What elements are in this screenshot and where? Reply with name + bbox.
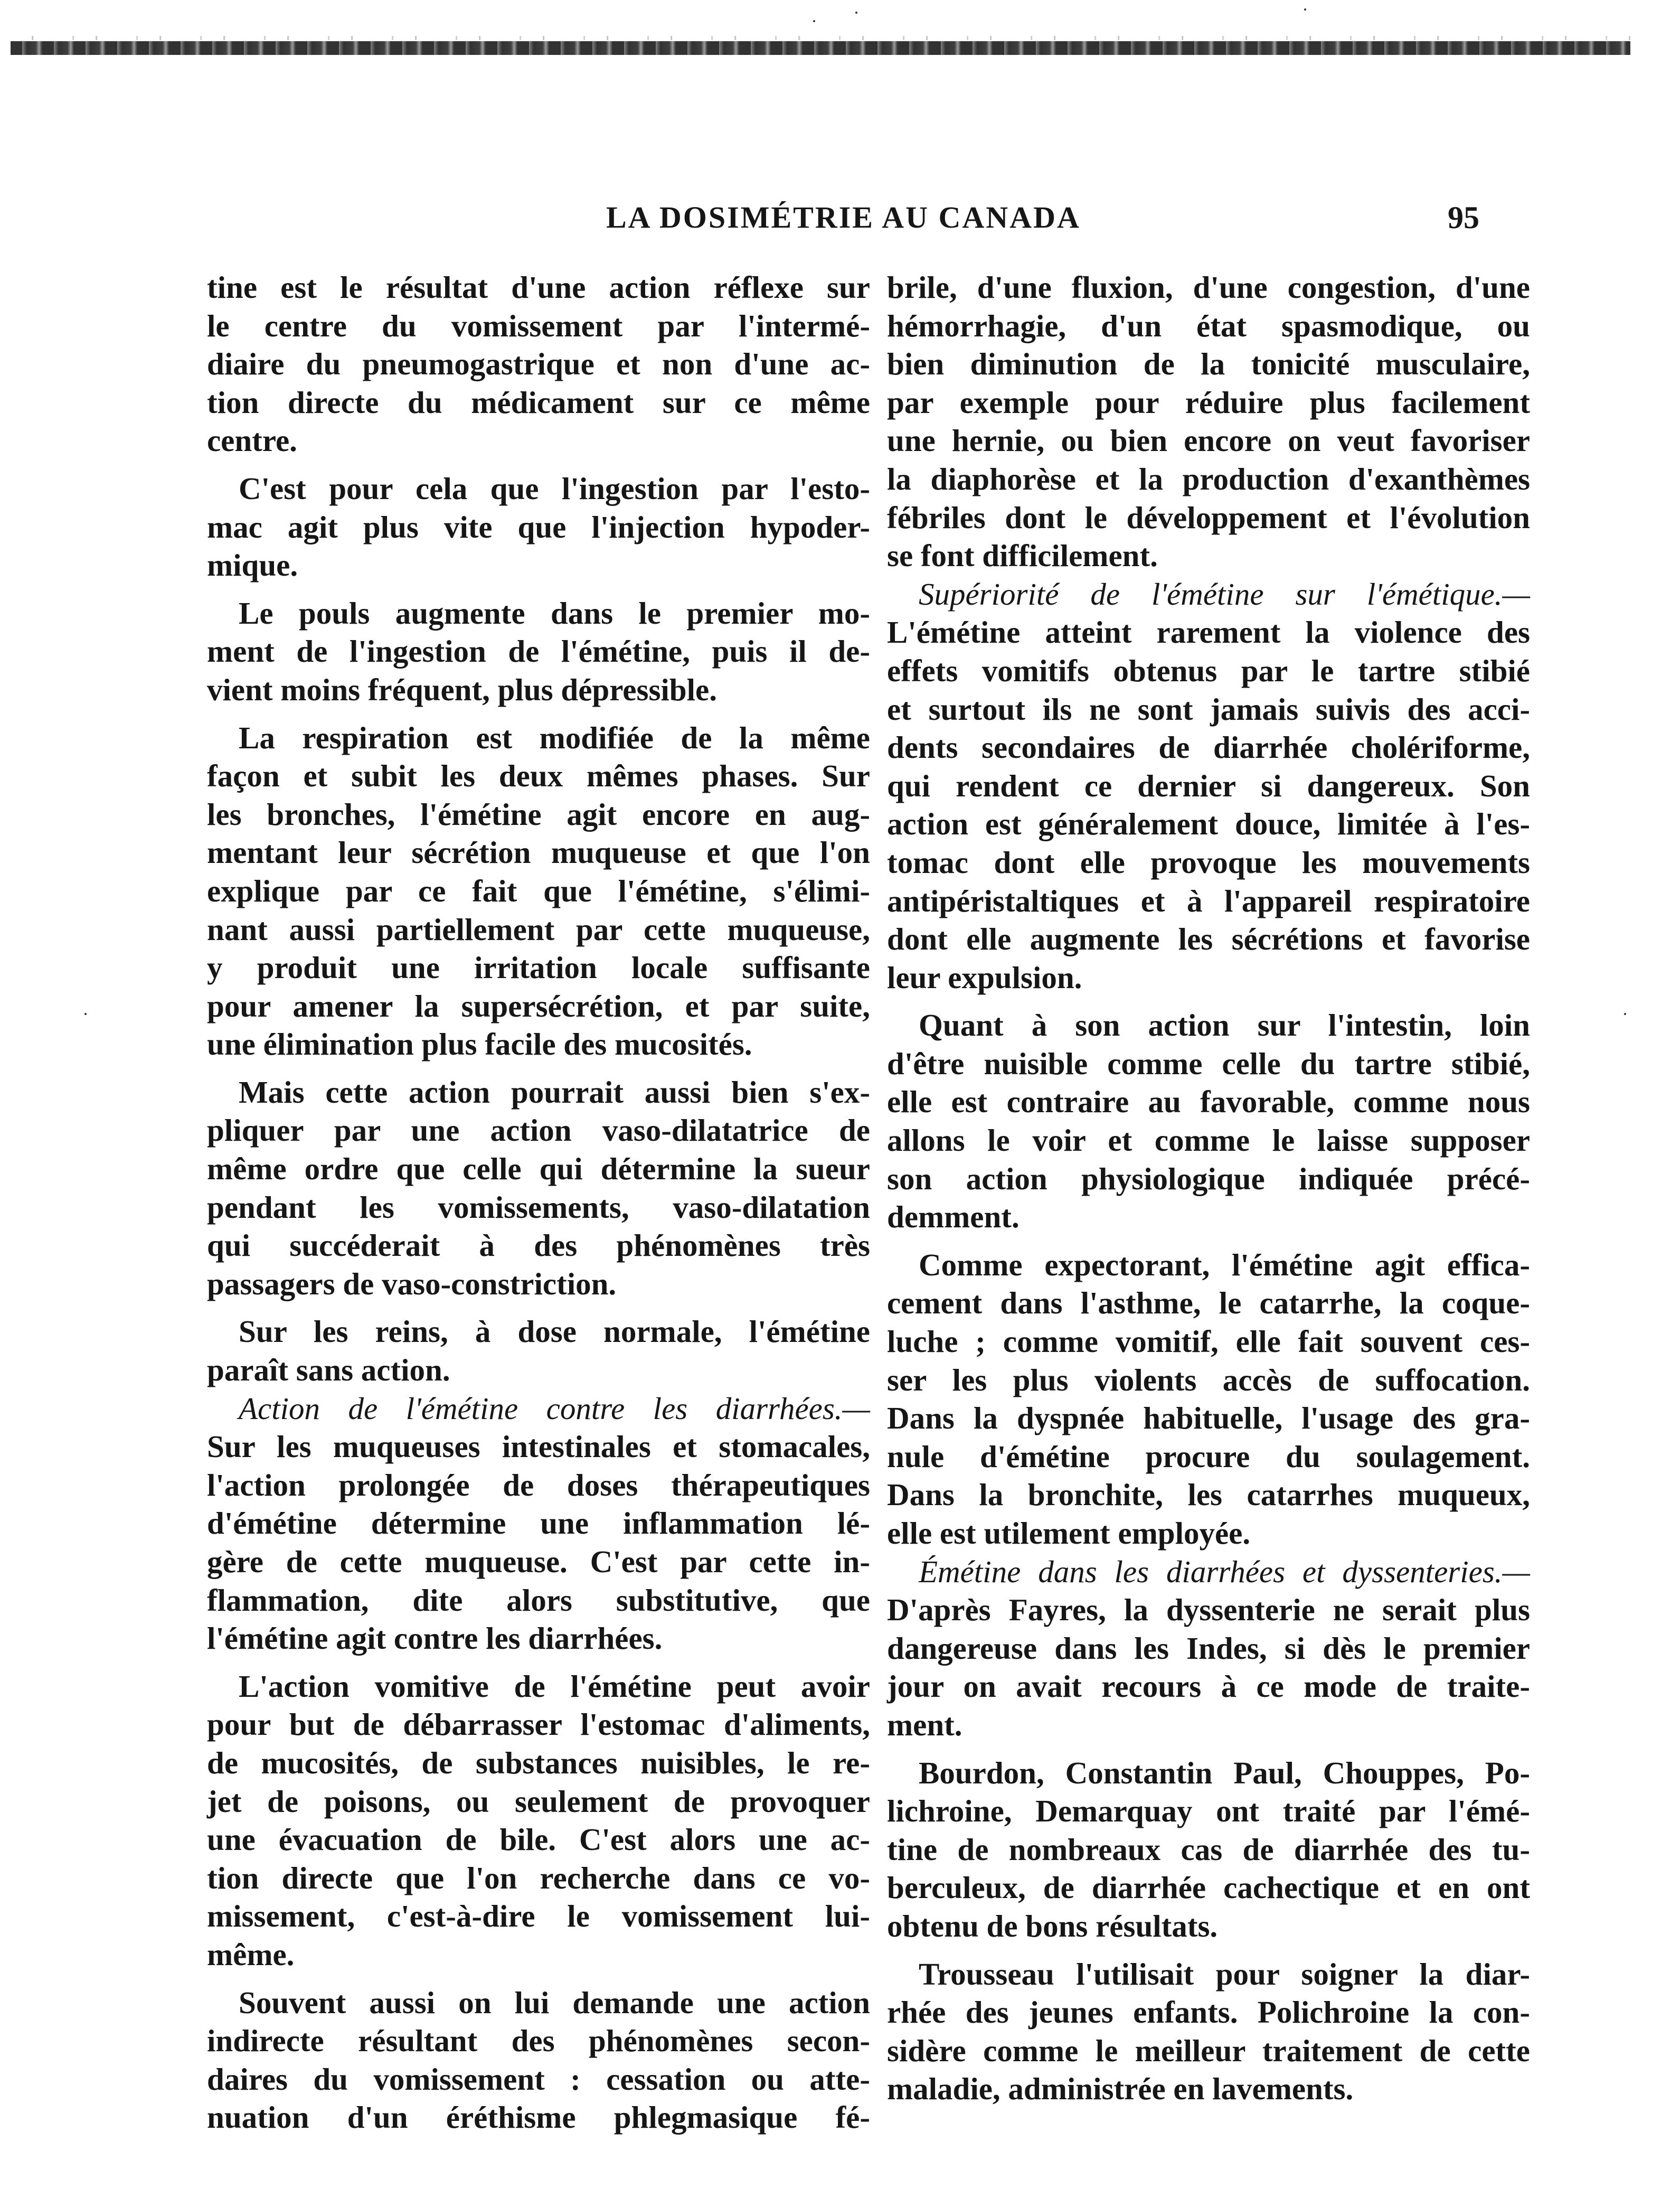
text-line: paraît sans action. — [207, 1352, 450, 1388]
text-line: lichroine, Demarquay ont traité par l'émé- — [887, 1793, 1530, 1829]
text-line: nant aussi partiellement par cette muqueuse, — [207, 912, 870, 947]
text-line: vient moins fréquent, plus dépressible. — [207, 672, 717, 707]
text-line: par exemple pour réduire plus facilement — [887, 384, 1530, 420]
text-line: obtenu de bons résultats. — [887, 1908, 1218, 1943]
text-line: Quant à son action sur l'intestin, loin — [919, 1008, 1530, 1043]
text-line: tine de nombreaux cas de diarrhée des tu- — [887, 1831, 1530, 1867]
text-line: Bourdon, Constantin Paul, Chouppes, Po- — [919, 1755, 1530, 1790]
text-line: l'action prolongée de doses thérapeutiques — [207, 1467, 870, 1502]
text-line: L'émétine atteint rarement la violence des — [887, 615, 1530, 650]
text-line: y produit une irritation locale suffisante — [207, 950, 870, 985]
text-line: nuation d'un éréthisme phlegmasique fé- — [207, 2100, 870, 2135]
text-line: se font difficilement. — [887, 538, 1158, 574]
section-heading: Supériorité de l'émétine sur l'émétique.— — [919, 576, 1530, 612]
text-line: pour but de débarrasser l'estomac d'aliments, — [207, 1707, 870, 1742]
text-line: pliquer par une action vaso-dilatatrice de — [207, 1113, 870, 1148]
text-line: sidère comme le meilleur traitement de cette — [887, 2033, 1530, 2068]
text-line: elle est utilement employée. — [887, 1516, 1251, 1551]
section-heading: Émétine dans les diarrhées et dyssenteries.— — [919, 1554, 1530, 1589]
scan-top-edge — [11, 41, 1630, 55]
text-line: effets vomitifs obtenus par le tartre stibié — [887, 653, 1530, 688]
text-line: Le pouls augmente dans le premier mo- — [239, 595, 870, 631]
text-line: centre. — [207, 423, 297, 458]
scan-speck — [84, 1013, 87, 1015]
text-line: le centre du vomissement par l'intermé- — [207, 308, 870, 343]
text-line: gère de cette muqueuse. C'est par cette in- — [207, 1544, 870, 1579]
text-line: d'être nuisible comme celle du tartre stibié, — [887, 1046, 1530, 1081]
left-column — [207, 268, 870, 2137]
text-line: diaire du pneumogastrique et non d'une ac- — [207, 346, 870, 382]
text-line: daires du vomissement : cessation ou atte- — [207, 2061, 870, 2097]
text-line: berculeux, de diarrhée cachectique et en ont — [887, 1870, 1530, 1905]
text-line: dont elle augmente les sécrétions et favorise — [887, 922, 1530, 957]
text-line: pour amener la supersécrétion, et par suite, — [207, 988, 870, 1023]
page-number: 95 — [1448, 200, 1479, 235]
text-line: passagers de vaso-constriction. — [207, 1266, 617, 1301]
text-line: maladie, administrée en lavements. — [887, 2071, 1354, 2107]
text-line: nule d'émétine procure du soulagement. — [887, 1439, 1530, 1474]
text-line: tion directe que l'on recherche dans ce vo- — [207, 1860, 870, 1895]
text-line: Dans la bronchite, les catarrhes muqueux, — [887, 1477, 1530, 1513]
text-line: qui rendent ce dernier si dangereux. Son — [887, 768, 1530, 803]
right-column — [887, 268, 1530, 2108]
text-line: façon et subit les deux mêmes phases. Sur — [207, 758, 870, 794]
scan-speck — [855, 12, 857, 14]
text-line: cement dans l'asthme, le catarrhe, la coque- — [887, 1285, 1530, 1321]
text-line: hémorrhagie, d'un état spasmodique, ou — [887, 308, 1530, 343]
text-line: pendant les vomissements, vaso-dilatation — [207, 1189, 870, 1225]
text-line: une hernie, ou bien encore on veut favoriser — [887, 423, 1530, 458]
text-line: même. — [207, 1937, 295, 1972]
text-line: Comme expectorant, l'émétine agit effica- — [919, 1247, 1530, 1282]
text-line: ment. — [887, 1707, 962, 1742]
text-line: mentant leur sécrétion muqueuse et que l'on — [207, 835, 870, 870]
text-line: dangereuse dans les Indes, si dès le premier — [887, 1630, 1530, 1666]
text-line: Souvent aussi on lui demande une action — [239, 1985, 870, 2020]
scan-speck — [1304, 8, 1306, 11]
text-line: La respiration est modifiée de la même — [239, 720, 870, 755]
text-line: l'émétine agit contre les diarrhées. — [207, 1621, 663, 1656]
text-line: L'action vomitive de l'émétine peut avoir — [239, 1668, 870, 1704]
text-line: elle est contraire au favorable, comme nous — [887, 1084, 1530, 1120]
text-line: jour on avait recours à ce mode de traite- — [887, 1669, 1530, 1704]
text-line: luche ; comme vomitif, elle fait souvent ces- — [887, 1324, 1530, 1359]
text-line: une évacuation de bile. C'est alors une ac- — [207, 1822, 870, 1857]
text-line: la diaphorèse et la production d'exanthèmes — [887, 461, 1530, 496]
text-line: les bronches, l'émétine agit encore en aug- — [207, 796, 870, 832]
text-line: fébriles dont le développement et l'évolution — [887, 500, 1530, 535]
text-line: Dans la dyspnée habituelle, l'usage des gra- — [887, 1401, 1530, 1436]
text-line: indirecte résultant des phénomènes secon- — [207, 2023, 870, 2059]
text-line: Trousseau l'utilisait pour soigner la diar- — [919, 1956, 1530, 1992]
text-line: missement, c'est-à-dire le vomissement lui- — [207, 1899, 870, 1934]
text-line: tine est le résultat d'une action réflexe sur — [207, 270, 870, 305]
text-line: dents secondaires de diarrhée cholériforme, — [887, 730, 1530, 765]
text-line: d'émétine détermine une inflammation lé- — [207, 1506, 870, 1541]
text-line: bien diminution de la tonicité musculaire, — [887, 346, 1530, 382]
running-title: LA DOSIMÉTRIE AU CANADA — [606, 200, 1081, 234]
text-line: allons le voir et comme le laisse supposer — [887, 1123, 1530, 1158]
text-line: mac agit plus vite que l'injection hypoder- — [207, 509, 870, 544]
text-line: flammation, dite alors substitutive, que — [207, 1582, 870, 1618]
text-line: Sur les reins, à dose normale, l'émétine — [239, 1314, 870, 1349]
text-line: de mucosités, de substances nuisibles, le re- — [207, 1745, 870, 1780]
text-line: action est généralement douce, limitée à l'es- — [887, 806, 1530, 842]
text-line: leur expulsion. — [887, 960, 1082, 995]
section-heading: Action de l'émétine contre les diarrhées.— — [239, 1391, 870, 1426]
text-line: même ordre que celle qui détermine la sueur — [207, 1151, 870, 1187]
text-line: demment. — [887, 1199, 1020, 1235]
text-line: jet de poisons, ou seulement de provoquer — [207, 1783, 870, 1819]
text-line: Mais cette action pourrait aussi bien s'ex- — [239, 1074, 870, 1110]
scan-speck — [1624, 1013, 1626, 1015]
text-line: D'après Fayres, la dyssenterie ne serait plus — [887, 1592, 1530, 1628]
text-line: antipéristaltiques et à l'appareil respiratoire — [887, 883, 1530, 918]
text-line: une élimination plus facile des mucosités. — [207, 1027, 752, 1062]
text-line: ser les plus violents accès de suffocation. — [887, 1362, 1530, 1397]
text-line: mique. — [207, 548, 298, 583]
text-line: tomac dont elle provoque les mouvements — [887, 844, 1530, 880]
text-line: brile, d'une fluxion, d'une congestion, d'une — [887, 270, 1530, 305]
text-line: son action physiologique indiquée précé- — [887, 1161, 1530, 1196]
text-line: qui succéderait à des phénomènes très — [207, 1228, 870, 1263]
page-header — [0, 200, 1680, 242]
text-line: C'est pour cela que l'ingestion par l'esto- — [239, 471, 870, 506]
text-line: ment de l'ingestion de l'émétine, puis il de- — [207, 634, 870, 669]
text-line: Sur les muqueuses intestinales et stomacales, — [207, 1429, 870, 1464]
scan-speck — [813, 20, 815, 22]
text-line: tion directe du médicament sur ce même — [207, 384, 870, 420]
text-line: rhée des jeunes enfants. Polichroine la con- — [887, 1995, 1530, 2030]
text-line: et surtout ils ne sont jamais suivis des acci- — [887, 691, 1530, 727]
text-line: explique par ce fait que l'émétine, s'élimi- — [207, 873, 870, 908]
